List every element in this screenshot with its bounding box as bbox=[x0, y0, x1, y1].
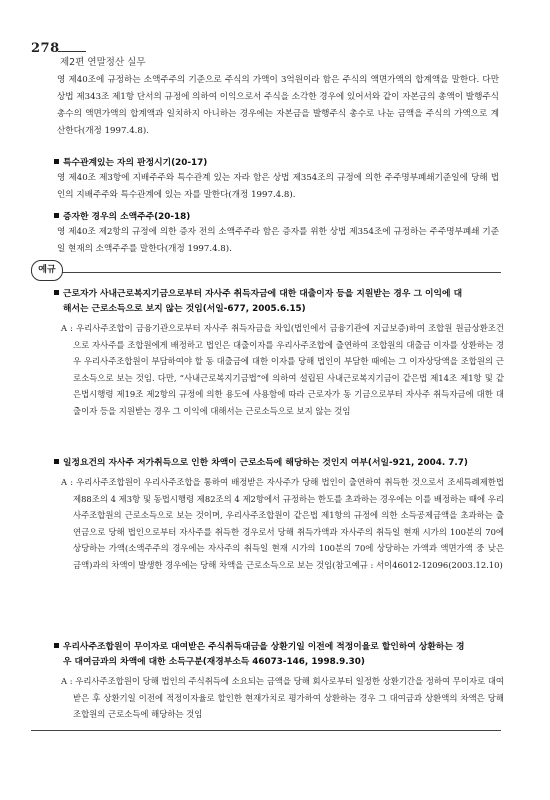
example-title-line: 우 대여금과의 차액에 대한 소득구분(재경부소득 46073-146, 1998.9.30) bbox=[63, 657, 365, 667]
example-answer: A : 우리사주조합이 금융기관으로부터 자사주 취득자금을 차입(법인에서 금융기관에 지급보증)하여 조합원 원금상환조건으로 자사주를 조합원에게 배정하고 법인은 대출이자를 우리사주조합에 출연하여 조합원의 대출금 이자를 상환하는 경우 우리사주조합원이 부담하여야 할 동 대출금에 대한 이자를 당해 법인이 부담한 때에는 그 이자상당액을 조합원의 근로소득으로 보는 것임. 다만, “사내근로복지기금법”에 의하여 설립된 사내근로복지기금이 같은법 제14조 제1항 및 같은법시행령 제19조 제2항의 규정에 의한 용도에 사용함에 따라 근로자가 동 기금으로부터 자사주 취득자금에 대한 대출이자 등을 지원받는 경우 그 이익에 대해서는 근로소득으로 보지 않는 것임 bbox=[61, 323, 504, 416]
example-title-line: 일정요건의 자사주 저가취득으로 인한 차액이 근로소득에 해당하는 것인지 여부(서일-921, 2004. 7.7) bbox=[63, 458, 468, 468]
example-title-line: 우리사주조합원이 무이자로 대여받은 주식취득대금을 상환기일 이전에 적정이율로 할인하여 상환하는 경 bbox=[63, 642, 465, 652]
example-item-3 bbox=[54, 640, 504, 723]
section-title-2 bbox=[54, 209, 190, 222]
intro-paragraph: 영 제40조에 규정하는 소액주주의 기준으로 주식의 가액이 3억원이라 함은 주식의 액면가액의 합계액을 말한다. 다만 상법 제343조 제1항 단서의 규정에 의하여 이익으로서 주식을 소각한 경우에 있어서와 같이 자본금의 총액이 발행주식 총수의 액면가액의 합계액과 일치하지 아니하는 경우에는 자본금을 발행주식 총수로 나눈 금액을 주식의 가액으로 계산한다(개정 1997.4.8). bbox=[57, 75, 499, 136]
example-answer: A : 우리사주조합원이 당해 법인의 주식취득에 소요되는 금액을 당해 회사로부터 일정한 상환기간을 정하여 무이자로 대여받은 후 상환기일 이전에 적정이자율로 할인한 현재가치로 평가하여 상환하는 경우 그 대여금과 상환액의 차액은 당해 조합원의 근로소득에 해당하는 것임 bbox=[61, 676, 504, 719]
square-bullet-icon bbox=[54, 290, 59, 295]
square-bullet-icon bbox=[54, 459, 59, 464]
example-title bbox=[54, 287, 504, 317]
section-title-text: 증자한 경우의 소액주주(20-18) bbox=[63, 212, 191, 222]
example-item-2 bbox=[54, 456, 504, 573]
section-title-1 bbox=[54, 155, 207, 168]
square-bullet-icon bbox=[54, 213, 59, 218]
section-title-text: 특수관계있는 자의 판정시기(20-17) bbox=[63, 158, 208, 168]
bottom-divider bbox=[31, 730, 501, 731]
page-number: 278 bbox=[31, 41, 60, 56]
example-divider bbox=[31, 272, 501, 273]
section-body-2: 영 제40조 제2항의 규정에 의한 증자 전의 소액주주라 함은 증자를 위한 상법 제354조에 규정하는 주주명부폐쇄 기준일 현재의 소액주주를 말한다(개정 1997.4.8). bbox=[57, 227, 499, 254]
section-body-1: 영 제40조 제3항에 지배주주와 특수관계 있는 자라 함은 상법 제354조의 규정에 의한 주주명부폐쇄기준일에 당해 법인의 지배주주와 특수관계에 있는 자를 말한다(개정 1997.4.8). bbox=[57, 173, 499, 200]
example-title-line: 근로자가 사내근로복지기금으로부터 자사주 취득자금에 대한 대출이자 등을 지원받는 경우 그 이익에 대 bbox=[63, 289, 463, 299]
example-answer: A : 우리사주조합원이 우리사주조합을 통하여 배정받은 자사주가 당해 법인이 출연하여 취득한 것으로서 조세특례제한법 제88조의 4 제3항 및 동법시행령 제82조의 4 제2항에서 규정하는 한도를 초과하는 경우에는 이를 배정하는 때에 우리사주조합원의 근로소득으로 보는 것이며, 우리사주조합원이 같은법 제1항의 규정에 의한 소득공제금액을 초과하는 출연금으로 당해 법인으로부터 자사주를 취득한 경우로서 당해 취득가액과 자사주의 취득일 현재 시가의 100분의 70에 상당하는 가액(소액주주의 경우에는 자사주의 취득일 현재 시가의 100분의 70에 상당하는 가액과 액면가액 중 낮은 금액)과의 차액이 발생한 경우에는 당해 차액을 근로소득으로 보는 것임(참고예규 : 서이46012-12096(2003.12.10) bbox=[61, 477, 504, 570]
square-bullet-icon bbox=[54, 159, 59, 164]
square-bullet-icon bbox=[54, 643, 59, 648]
example-tag: 예규 bbox=[31, 260, 63, 281]
example-title-line: 해서는 근로소득으로 보지 않는 것임(서일-677, 2005.6.15) bbox=[63, 304, 306, 314]
example-title bbox=[54, 456, 504, 471]
example-title bbox=[54, 640, 504, 670]
example-item-1 bbox=[54, 287, 504, 419]
chapter-title: 제2편 연말정산 실무 bbox=[60, 57, 146, 68]
header-rule bbox=[58, 51, 86, 52]
